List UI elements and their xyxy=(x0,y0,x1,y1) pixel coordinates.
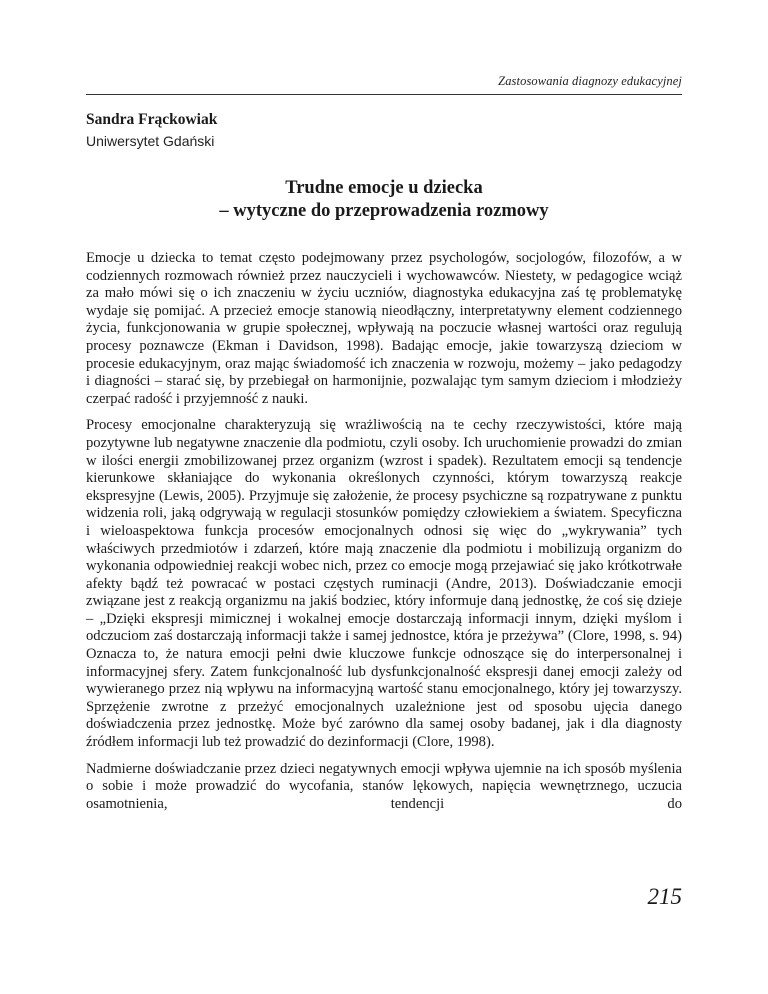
header-rule xyxy=(86,94,682,95)
body-paragraph-2: Procesy emocjonalne charakteryzują się wrażliwością na te cechy rzeczywistości, które mają pozytywne lub negatywne znaczenie dla podmiotu, czyli osoby. Ich uruchomienie prowadzi do zmian w ilości energii zmobilizowanej przez organizm (wzrost i spadek). Rezultatem emocji są tendencje kierunkowe skłaniające do wykonania określonych czynności, którym towarzyszą reakcje ekspresyjne (Lewis, 2005). Przyjmuje się założenie, że procesy psychiczne są rozpatrywane z punktu widzenia roli, jaką odgrywają w regulacji stosunków pomiędzy człowiekiem a światem. Specyficzna i wieloaspektowa funkcja procesów emocjonalnych odnosi się więc do „wykrywania” tych właściwych przedmiotów i zdarzeń, które mają znaczenie dla podmiotu i mobilizują organizm do wykonania odpowiedniej reakcji wobec nich, przez co emocje mogą przejawiać się jako krótkotrwałe afekty bądź też powracać w postaci częstych ruminacji (Andre, 2013). Doświadczanie emocji związane jest z reakcją organizmu na jakiś bodziec, który informuje daną jednostkę, że coś się dzieje – „Dzięki ekspresji mimicznej i wokalnej emocje dostarczają informacji innym, dzięki myślom i odczuciom zaś dostarczają informacji także i samej jednostce, która je przeżywa” (Clore, 1998, s. 94) Oznacza to, że natura emocji pełni dwie kluczowe funkcje odnoszące się do interpersonalnej i informacyjnej sfery. Zatem funkcjonalność lub dysfunkcjonalność ekspresji danej emocji zależy od wywieranego przez nią wpływu na informacyjną wartość stanu emocjonalnego, który jej towarzyszy. Sprzężenie zwrotne z przeżyć emocjonalnych uzależnione jest od sposobu ujęcia danego doświadczenia przez jednostkę. Może być zarówno dla samej osoby badanej, jak i dla diagnosty źródłem informacji lub też prowadzić do dezinformacji (Clore, 1998). xyxy=(86,417,682,751)
article-title-line-2: – wytyczne do przeprowadzenia rozmowy xyxy=(219,201,549,221)
body-paragraph-3: Nadmierne doświadczanie przez dzieci negatywnych emocji wpływa ujemnie na ich sposób myślenia o sobie i może prowadzić do wycofania, stanów lękowych, napięcia wewnętrznego, uczucia osamotnienia, tendencji do xyxy=(86,760,682,812)
author-affiliation: Uniwersytet Gdański xyxy=(86,133,215,149)
article-title xyxy=(86,177,682,223)
author-name: Sandra Frąckowiak xyxy=(86,111,218,128)
article-title-line-1: Trudne emocje u dziecka xyxy=(285,178,483,198)
running-head: Zastosowania diagnozy edukacyjnej xyxy=(498,74,682,88)
article-body xyxy=(86,250,682,822)
body-paragraph-1: Emocje u dziecka to temat często podejmowany przez psychologów, socjologów, filozofów, a w codziennych rozmowach również przez nauczycieli i wychowawców. Niestety, w pedagogice wciąż za mało mówi się o ich znaczeniu w życiu uczniów, diagnostyka edukacyjna zaś tę problematykę wydaje się pomijać. A przecież emocje stanowią nieodłączny, interpretatywny element codziennego życia, funkcjonowania w grupie społecznej, wpływają na poczucie własnej wartości oraz regulują procesy poznawcze (Ekman i Davidson, 1998). Badając emocje, jakie towarzyszą dzieciom w procesie edukacyjnym, oraz mając świadomość ich znaczenia w rozwoju, możemy – jako pedagodzy i diagności – starać się, by przebiegał on harmonijnie, pozwalając tym samym dzieciom i młodzieży czerpać radość i przyjemność z nauki. xyxy=(86,250,682,407)
page-number: 215 xyxy=(647,884,682,909)
